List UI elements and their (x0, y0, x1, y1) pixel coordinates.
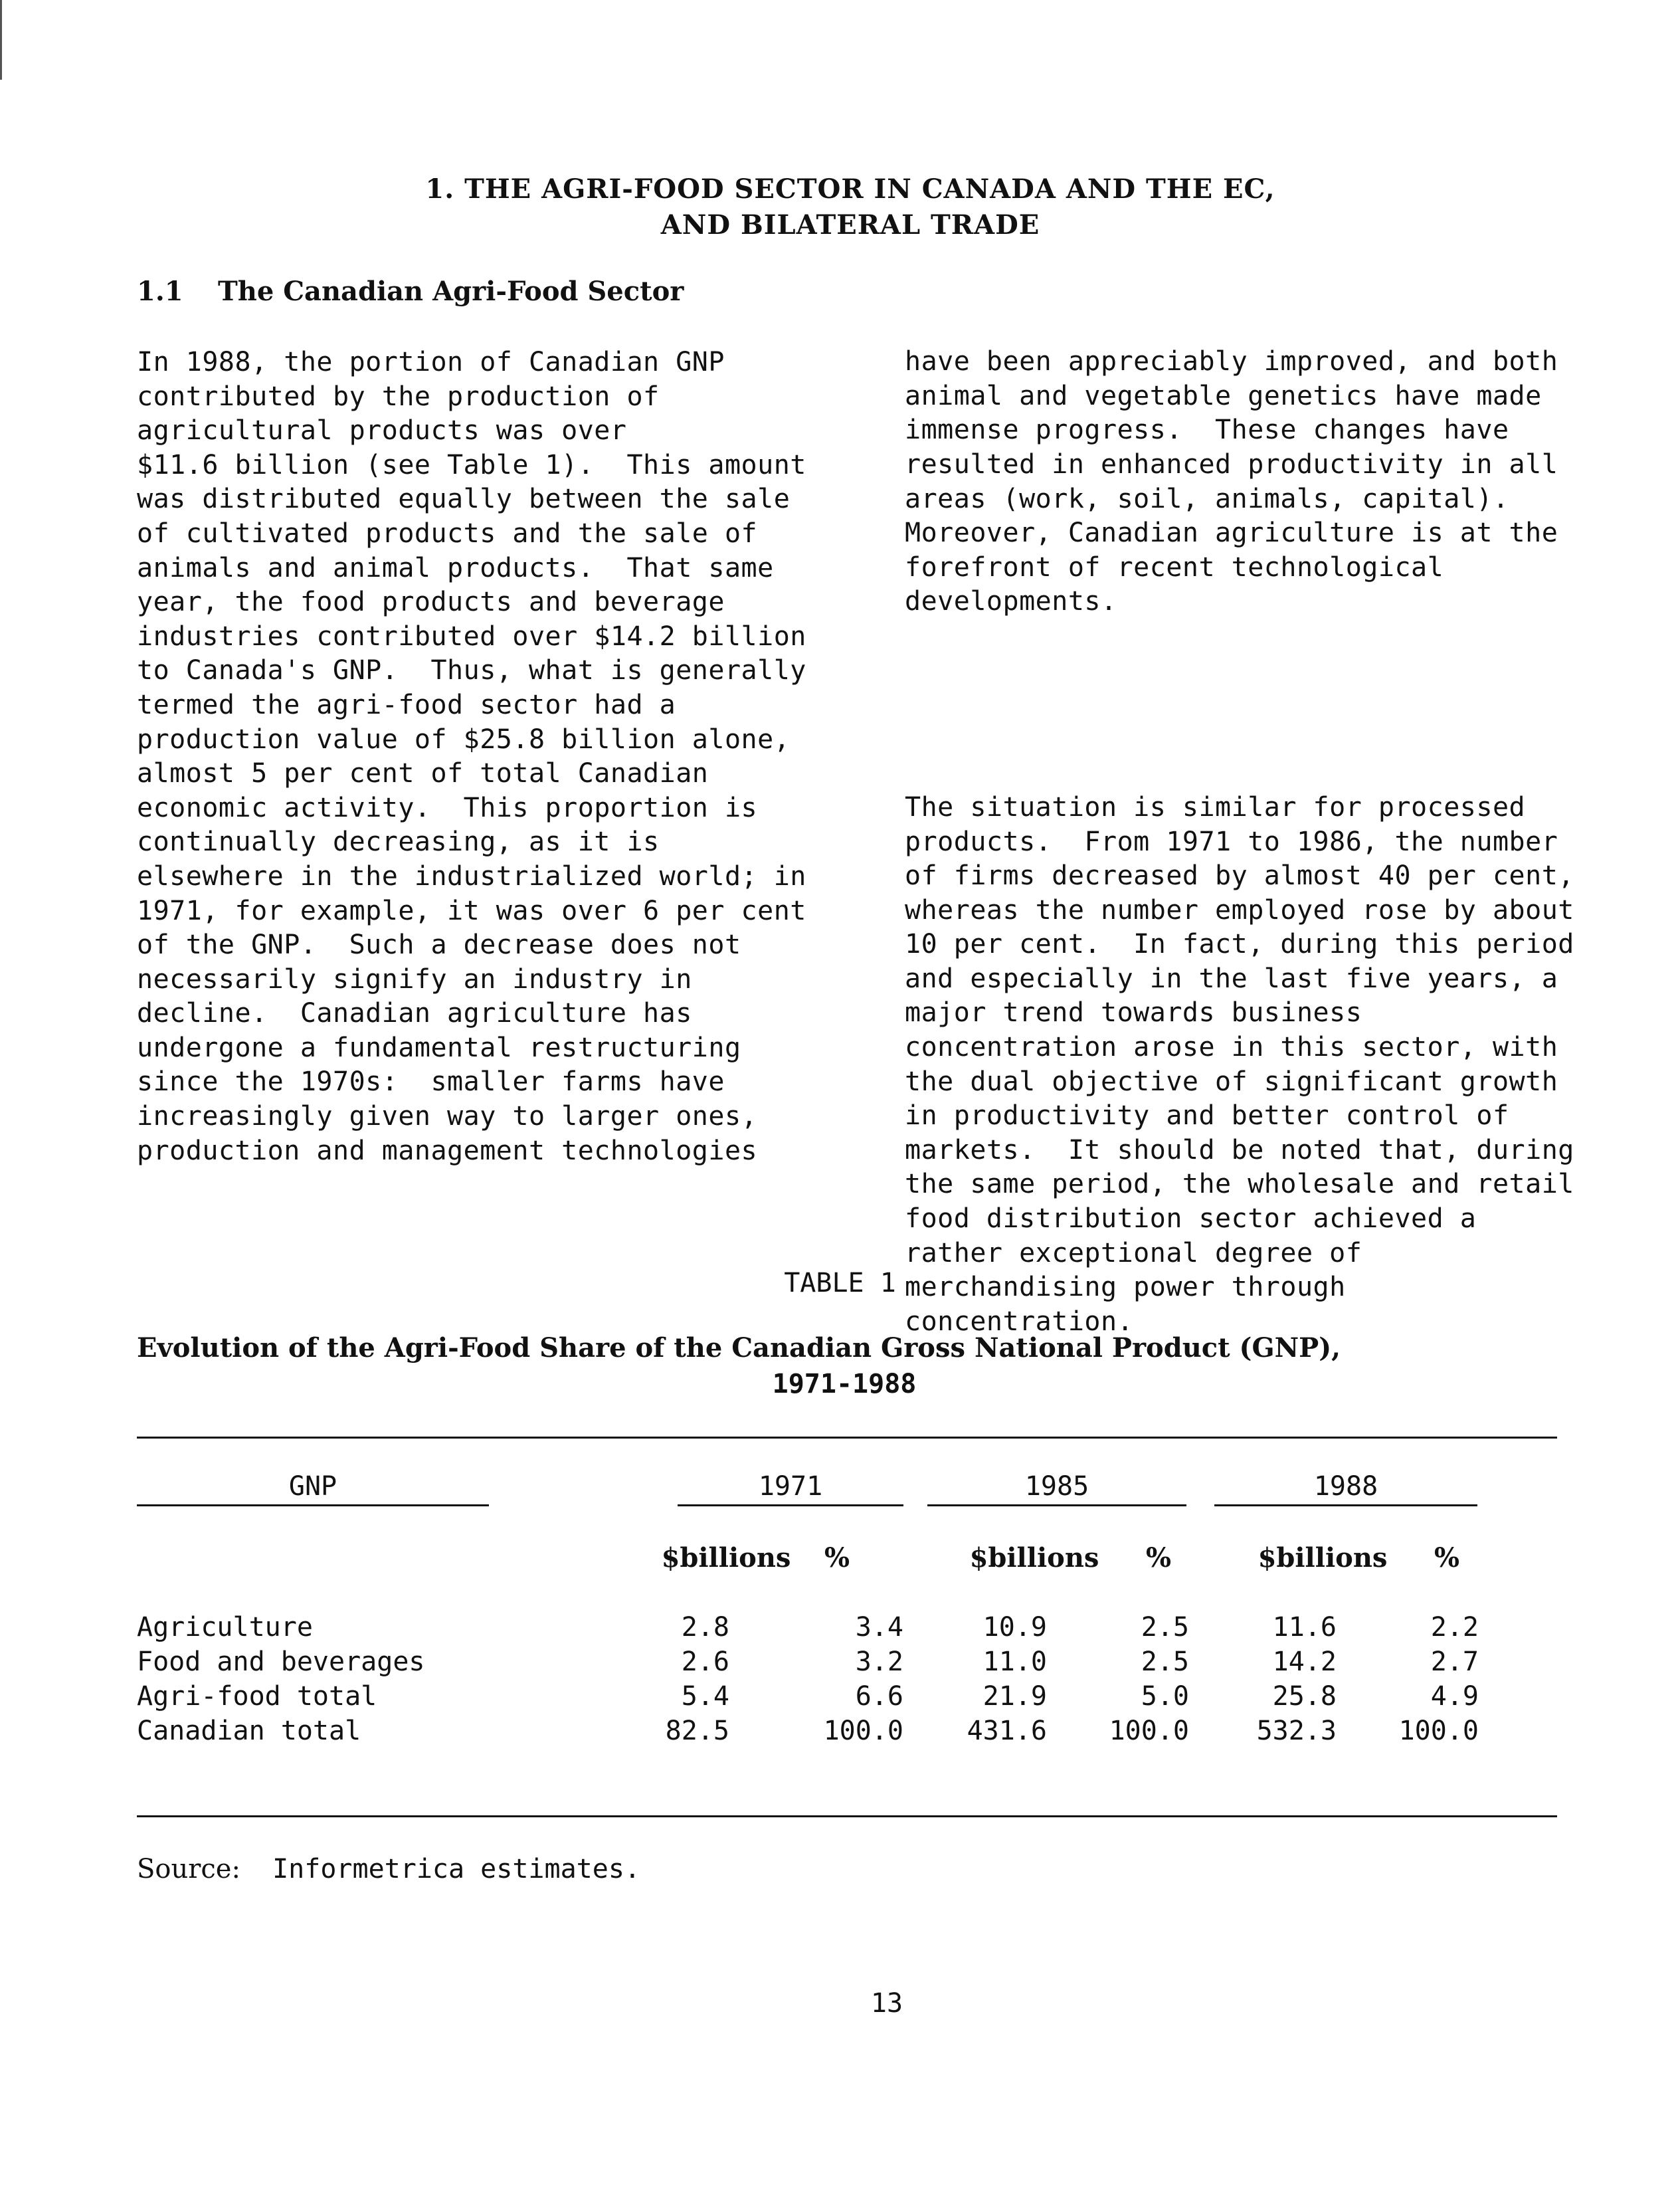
table-cell: 25.8 (1272, 1681, 1337, 1712)
chapter-heading-line1: 1. THE AGRI-FOOD SECTOR IN CANADA AND THE EC, (425, 173, 1275, 205)
chapter-heading (266, 171, 1435, 243)
right-paragraph-2-line: concentration. (905, 1306, 1134, 1337)
table-cell: 21.9 (982, 1681, 1047, 1712)
left-column-line: agricultural products was over (137, 415, 627, 447)
right-paragraph-2-line: food distribution sector achieved a (905, 1203, 1477, 1235)
table-cell: 11.0 (982, 1647, 1047, 1677)
table-cell: 4.9 (1430, 1681, 1479, 1712)
left-column-line: decline. Canadian agriculture has (137, 998, 692, 1029)
left-column-line: production value of $25.8 billion alone, (137, 724, 791, 755)
table-cell: 11.6 (1272, 1612, 1337, 1643)
table-row-label: Agriculture (137, 1612, 313, 1643)
table-cell: 14.2 (1272, 1647, 1337, 1677)
right-paragraph-2-line: rather exceptional degree of (905, 1237, 1362, 1268)
subheader-billions-1985: $billions (969, 1542, 1099, 1573)
left-column-line: of cultivated products and the sale of (137, 518, 758, 549)
year-header-1985: 1985 (1024, 1471, 1089, 1502)
table-row-label: Food and beverages (137, 1647, 425, 1677)
left-column-line: undergone a fundamental restructuring (137, 1032, 741, 1063)
table-title-line1: Evolution of the Agri-Food Share of the Canadian Gross National Product (GNP), (137, 1332, 1341, 1363)
table-row-label: Canadian total (137, 1716, 361, 1746)
right-paragraph-2-line: markets. It should be noted that, during (905, 1134, 1574, 1165)
right-paragraph-2-line: whereas the number employed rose by about (905, 894, 1574, 926)
table-title (137, 1330, 1552, 1402)
scan-edge-line (0, 0, 2, 80)
left-column-line: necessarily signify an industry in (137, 963, 692, 995)
table-cell: 5.4 (681, 1681, 729, 1712)
left-column-line: contributed by the production of (137, 381, 660, 412)
right-paragraph-1-line: developments. (905, 586, 1117, 617)
year-rule-1988 (1214, 1504, 1477, 1506)
right-paragraph-1-line: Moreover, Canadian agriculture is at the (905, 518, 1558, 549)
subheader-billions-1971: $billions (661, 1542, 791, 1573)
left-column-line: economic activity. This proportion is (137, 792, 758, 823)
table-cell: 2.7 (1430, 1647, 1479, 1677)
right-paragraph-1-line: forefront of recent technological (905, 552, 1444, 583)
table-cell: 100.0 (1398, 1716, 1479, 1746)
left-column-line: production and management technologies (137, 1135, 758, 1166)
left-column-line: 1971, for example, it was over 6 per cent (137, 895, 806, 926)
left-column-line: year, the food products and beverage (137, 587, 725, 618)
subheader-pct-1988: % (1434, 1542, 1459, 1573)
left-column-line: increasingly given way to larger ones, (137, 1101, 758, 1132)
right-paragraph-2-line: The situation is similar for processed (905, 791, 1526, 823)
stub-header: GNP (288, 1471, 337, 1502)
right-paragraph-2-line: merchandising power through (905, 1272, 1346, 1303)
left-column-line: since the 1970s: smaller farms have (137, 1066, 725, 1098)
right-paragraph-2-line: the dual objective of significant growth (905, 1066, 1558, 1097)
right-paragraph-2-line: 10 per cent. In fact, during this period (905, 929, 1574, 960)
table-cell: 2.2 (1430, 1612, 1479, 1643)
chapter-heading-line2: AND BILATERAL TRADE (660, 209, 1040, 241)
left-column-line: almost 5 per cent of total Canadian (137, 758, 709, 789)
table-cell: 3.2 (855, 1647, 903, 1677)
left-column-line: of the GNP. Such a decrease does not (137, 930, 741, 961)
table-cell: 2.5 (1141, 1647, 1189, 1677)
table-cell: 6.6 (855, 1681, 903, 1712)
left-column-line: elsewhere in the industrialized world; in (137, 860, 806, 892)
right-paragraph-2-line: the same period, the wholesale and retail (905, 1169, 1574, 1200)
left-column-line: to Canada's GNP. Thus, what is generally (137, 655, 806, 686)
left-column-line: $11.6 billion (see Table 1). This amount (137, 449, 806, 480)
table-bottom-rule (137, 1815, 1557, 1817)
right-paragraph-2-line: concentration arose in this sector, with (905, 1032, 1558, 1063)
right-paragraph-2-line: major trend towards business (905, 997, 1362, 1029)
table-label: TABLE 1 (784, 1268, 896, 1298)
right-paragraph-1-line: immense progress. These changes have (905, 415, 1509, 446)
left-column-line: animals and animal products. That same (137, 552, 774, 583)
source-label: Source: (137, 1854, 240, 1884)
table-cell: 3.4 (855, 1612, 903, 1643)
table-cell: 100.0 (823, 1716, 903, 1746)
right-paragraph-1-line: resulted in enhanced productivity in all (905, 449, 1558, 480)
right-paragraph-1-line: have been appreciably improved, and both (905, 346, 1558, 377)
table-row-label: Agri-food total (137, 1681, 377, 1712)
right-paragraph-1-line: animal and vegetable genetics have made (905, 380, 1542, 411)
right-paragraph-2-line: in productivity and better control of (905, 1100, 1509, 1132)
right-paragraph-2 (905, 791, 1574, 1340)
left-column (137, 346, 806, 1168)
left-column-line: In 1988, the portion of Canadian GNP (137, 347, 725, 377)
subheader-pct-1971: % (824, 1542, 850, 1573)
table-cell: 2.8 (681, 1612, 729, 1643)
left-column-line: continually decreasing, as it is (137, 827, 660, 858)
subheader-pct-1985: % (1145, 1542, 1171, 1573)
year-header-1971: 1971 (758, 1471, 823, 1502)
year-rule-1985 (927, 1504, 1186, 1506)
stub-header-rule (137, 1504, 489, 1506)
left-column-line: industries contributed over $14.2 billion (137, 621, 806, 652)
right-paragraph-1 (905, 345, 1574, 619)
table-source (137, 1853, 640, 1886)
table-cell: 532.3 (1256, 1716, 1337, 1746)
subheader-billions-1988: $billions (1258, 1542, 1388, 1573)
section-title (137, 274, 684, 310)
page-number: 13 (870, 1988, 903, 2019)
right-paragraph-2-line: products. From 1971 to 1986, the number (905, 826, 1558, 857)
table-cell: 5.0 (1141, 1681, 1189, 1712)
table-cell: 2.5 (1141, 1612, 1189, 1643)
table-cell: 431.6 (967, 1716, 1047, 1746)
table-cell: 2.6 (681, 1647, 729, 1677)
source-text: Informetrica estimates. (272, 1854, 640, 1884)
right-column (905, 276, 1574, 1373)
table-cell: 82.5 (665, 1716, 729, 1746)
table-cell: 100.0 (1109, 1716, 1189, 1746)
left-column-line: was distributed equally between the sale (137, 484, 791, 515)
table-cell: 10.9 (982, 1612, 1047, 1643)
right-paragraph-1-line: areas (work, soil, animals, capital). (905, 483, 1509, 514)
left-column-line: termed the agri-food sector had a (137, 689, 676, 720)
section-number: 1.1 (137, 276, 183, 307)
table-top-rule (137, 1437, 1557, 1439)
section-title-text: The Canadian Agri-Food Sector (218, 276, 684, 307)
year-header-1988: 1988 (1313, 1471, 1378, 1502)
table-title-line2: 1971-1988 (772, 1369, 917, 1399)
right-paragraph-2-line: of firms decreased by almost 40 per cent, (905, 860, 1574, 892)
right-paragraph-2-line: and especially in the last five years, a (905, 963, 1558, 994)
year-rule-1971 (678, 1504, 903, 1506)
